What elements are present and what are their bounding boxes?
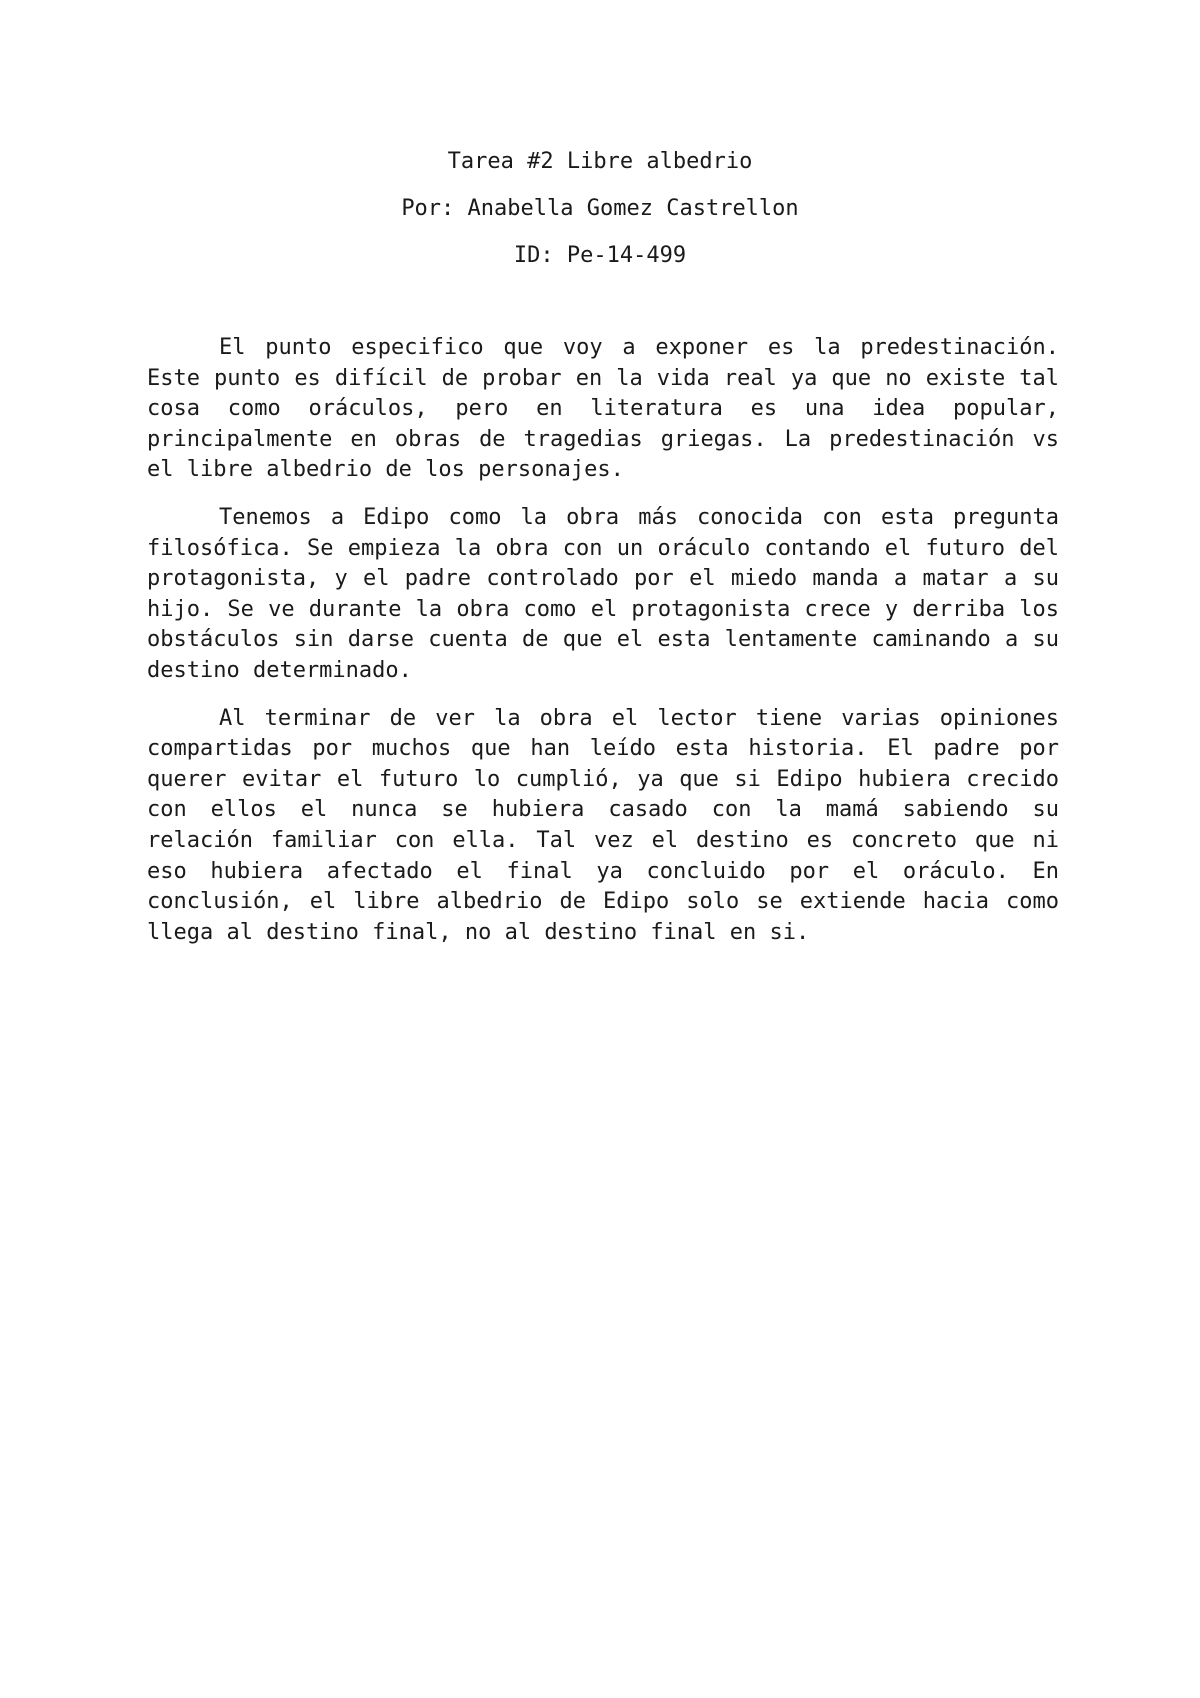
author-line: Por: Anabella Gomez Castrellon: [401, 196, 799, 221]
document-header: [0, 138, 1200, 279]
document-body: [147, 333, 1059, 965]
paragraph-edipo: Tenemos a Edipo como la obra más conocida con esta pregunta filosófica. Se empieza la obra con un oráculo contando el futuro del protagonista, y el padre controlado por el miedo manda a matar a su hijo. Se ve durante la obra como el protagonista crece y derriba los obstáculos sin darse cuenta de que el esta lentamente caminando a su destino determinado.: [147, 504, 1059, 683]
document-title: Tarea #2 Libre albedrio: [447, 149, 753, 174]
paragraph-conclusion: Al terminar de ver la obra el lector tiene varias opiniones compartidas por muchos que han leído esta historia. El padre por querer evitar el futuro lo cumplió, ya que si Edipo hubiera crecido con ellos el nunca se hubiera casado con la mamá sabiendo su relación familiar con ella. Tal vez el destino es concreto que ni eso hubiera afectado el final ya concluido por el oráculo. En conclusión, el libre albedrio de Edipo solo se extiende hacia como llega al destino final, no al destino final en si.: [147, 705, 1059, 945]
student-id-line: ID: Pe-14-499: [513, 243, 687, 268]
paragraph-predestination: El punto especifico que voy a exponer es la predestinación. Este punto es difícil de probar en la vida real ya que no existe tal cosa como oráculos, pero en literatura es una idea popular, principalmente en obras de tragedias griegas. La predestinación vs el libre albedrio de los personajes.: [147, 335, 1059, 483]
